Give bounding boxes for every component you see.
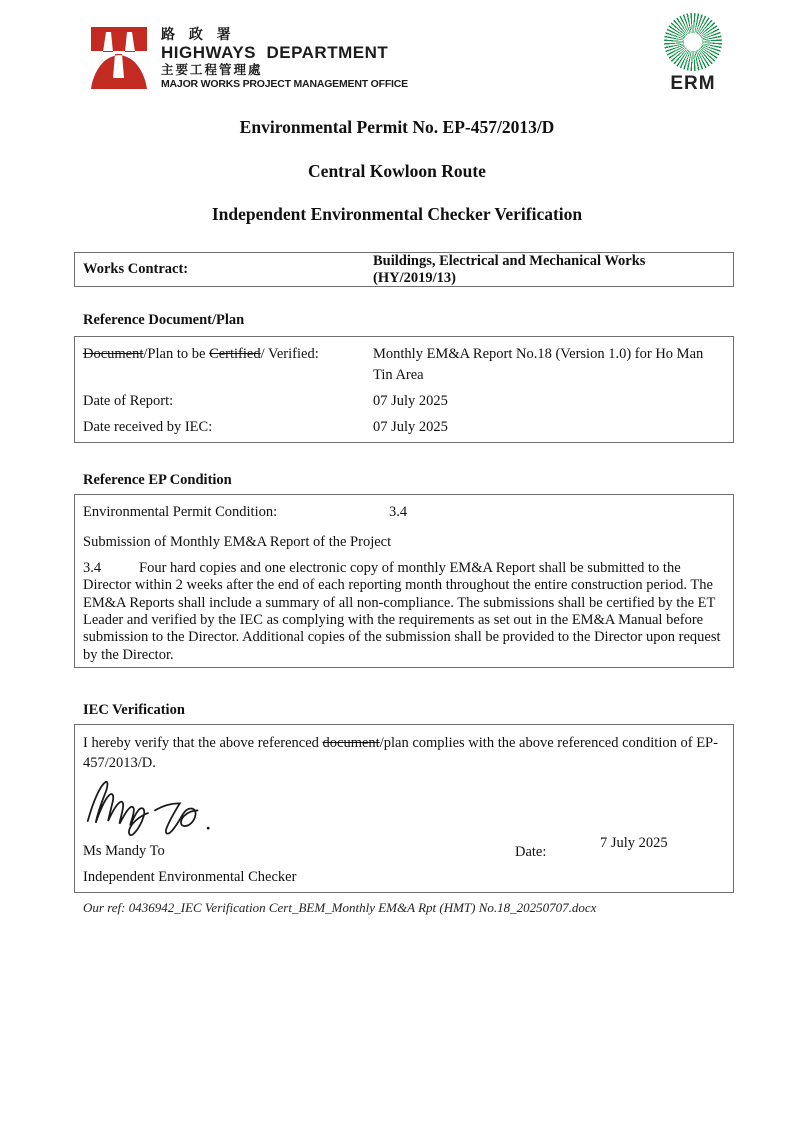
highways-department-header (88, 26, 408, 91)
works-contract-value: Buildings, Electrical and Mechanical Works (HY/2019/13) (373, 252, 646, 286)
clause-text: Four hard copies and one electronic copy of monthly EM&A Report shall be submitted to the Director within 2 weeks after the end of each reporting month throughout the entire construction period. The EM&A Reports shall include a summary of all non-compliance. The submissions shall be certified by the ET Leader and verified by the IEC as complying with the requirements as set out in the EM&A Manual before submission to the Director. Additional copies of the submission shall be provided to the Director upon request by the Director. (83, 559, 721, 663)
our-ref-line: Our ref: 0436942_IEC Verification Cert_BEM_Monthly EM&A Rpt (HMT) No.18_20250707.docx (83, 900, 597, 915)
handwritten-signature (81, 775, 261, 837)
erm-logo-text: ERM (670, 73, 716, 94)
statement-pre-text: I hereby verify that the above referenced (83, 735, 323, 751)
reference-document-box (74, 336, 734, 443)
iec-verification-box (74, 724, 734, 893)
ep-condition-row (83, 504, 725, 521)
label-end-text: / Verified: (260, 346, 319, 362)
verification-statement (75, 725, 733, 774)
works-contract-label: Works Contract: (83, 261, 189, 277)
department-name-block (161, 26, 408, 91)
signatory-name: Ms Mandy To (83, 843, 165, 859)
project-title: Central Kowloon Route (308, 161, 486, 181)
struck-document-word-statement: document (322, 735, 380, 751)
signatory-title: Independent Environmental Checker (83, 869, 297, 885)
reference-ep-heading: Reference EP Condition (83, 472, 232, 488)
date-of-report-label: Date of Report: (83, 393, 174, 410)
highways-department-logo-icon (88, 26, 150, 90)
document-plan-row (83, 344, 725, 386)
reference-document-heading: Reference Document/Plan (83, 312, 245, 328)
erm-logo-block (662, 13, 724, 95)
date-received-value: 07 July 2025 (373, 419, 448, 436)
date-value: 7 July 2025 (600, 835, 668, 851)
department-name-english: HIGHWAYS DEPARTMENT (161, 43, 389, 62)
permit-number-title: Environmental Permit No. EP-457/2013/D (239, 117, 555, 137)
department-name-chinese: 路 政 署 (161, 26, 236, 42)
works-contract-box (74, 252, 734, 287)
date-of-report-row (83, 391, 725, 412)
struck-certified-word: Certified (209, 346, 261, 362)
document-plan-value: Monthly EM&A Report No.18 (Version 1.0) for Ho Man Tin Area (373, 346, 704, 384)
date-label: Date: (515, 844, 547, 860)
label-middle-text: /Plan to be (143, 346, 210, 362)
document-plan-label (83, 344, 373, 386)
statement-post-text: /plan complies with the above referenced condition of EP-457/2013/D. (83, 735, 718, 772)
office-name-chinese: 主要工程管理處 (161, 63, 263, 77)
date-received-label: Date received by IEC: (83, 419, 213, 436)
office-name-english: MAJOR WORKS PROJECT MANAGEMENT OFFICE (161, 78, 408, 90)
date-of-report-value: 07 July 2025 (373, 393, 448, 410)
date-received-row (83, 417, 725, 438)
struck-document-word: Document (83, 346, 144, 362)
ep-submission-subheading: Submission of Monthly EM&A Report of the Project (83, 534, 392, 551)
ep-clause-paragraph (83, 560, 725, 664)
clause-number: 3.4 (83, 559, 102, 576)
iec-verification-heading: IEC Verification (83, 702, 185, 718)
document-type-title: Independent Environmental Checker Verification (211, 204, 583, 224)
erm-sunburst-icon (664, 13, 722, 71)
ep-condition-value: 3.4 (389, 504, 408, 520)
reference-ep-box (74, 494, 734, 668)
ep-condition-label: Environmental Permit Condition: (83, 504, 278, 520)
